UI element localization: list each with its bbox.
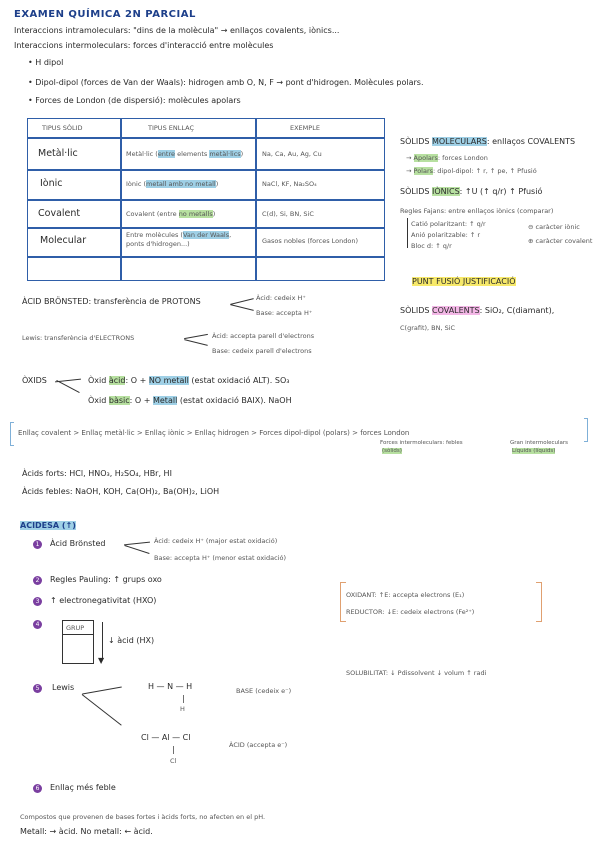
acids-forts: Àcids forts: HCl, HNO₃, H₂SO₄, HBr, HI — [22, 469, 172, 478]
punt-fusio-heading: PUNT FUSIÓ JUSTIFICACIÓ — [412, 277, 516, 286]
polars-line: → Polars: dipol-dipol: ↑ r, ↑ pe, ↑ Pfusió — [406, 167, 537, 175]
acidesa-item-2: Regles Pauling: ↑ grups oxo — [50, 575, 162, 584]
apolars-line: → Apolars: forces London — [406, 154, 488, 162]
lewis-acid-cl: Cl — [170, 757, 177, 765]
acidesa-item-4: ↓ àcid (HX) — [108, 636, 155, 645]
number-badge-6: 6 — [33, 784, 42, 793]
bronsted-acid: Àcid: cedeix H⁺ — [256, 294, 306, 302]
table-header-tipus-solid: TIPUS SÒLID — [42, 124, 83, 132]
intro-line-2: Interaccions intermoleculars: forces d'interacció entre molècules — [14, 41, 274, 50]
acidesa-item-1-acid: Àcid: cedeix H⁺ (major estat oxidació) — [154, 537, 278, 545]
lewis-base-label: BASE (cedeix e⁻) — [236, 687, 292, 695]
intro-bullet-3: • Forces de London (de dispersió): molècules apolars — [28, 96, 241, 105]
footer-line-2: Metall: → àcid. No metall: ← àcid. — [20, 827, 153, 836]
lewis-acid-label: ÀCID (accepta e⁻) — [229, 741, 288, 749]
order-sub-2a: Gran intermoleculars — [510, 440, 569, 446]
number-badge-2: 2 — [33, 576, 42, 585]
fajans-item-3: Bloc d: ↑ q/r — [411, 242, 452, 250]
redox-bracket-right — [536, 582, 542, 622]
fajans-item-2: Anió polaritzable: ↑ r — [411, 231, 481, 239]
intro-line-1: Interaccions intramoleculars: "dins de la molècula" → enllaços covalents, iònics... — [14, 26, 340, 35]
lewis-acid-molecule: Cl — Al — Cl — [141, 733, 191, 742]
fajans-result-2: ⊕ caràcter covalent — [528, 237, 593, 245]
table-cell-enllac: Iònic (metall amb no metall) — [126, 180, 219, 188]
table-cell-exemple: NaCl, KF, Na₂SO₄ — [262, 180, 317, 188]
table-cell-exemple: Na, Ca, Au, Ag, Cu — [262, 150, 322, 158]
acidesa-item-6: Enllaç més feble — [50, 783, 116, 792]
group-box — [62, 620, 94, 664]
down-arrow-head: ▼ — [98, 656, 105, 665]
order-sub-2b: Líquids (líquids) — [512, 448, 556, 454]
bronsted-base: Base: accepta H⁺ — [256, 309, 313, 317]
fajans-bracket — [407, 218, 408, 248]
solid-types-table — [27, 118, 385, 281]
table-header-exemple: EXEMPLE — [290, 124, 320, 132]
table-cell-enllac: Metàl·lic (entre elements metàl·lics) — [126, 150, 244, 158]
table-cell-exemple: Gasos nobles (forces London) — [262, 237, 359, 245]
oxid-basic: Òxid bàsic: O + Metall (estat oxidació BAIX). NaOH — [88, 396, 292, 405]
acidesa-item-1: Àcid Brönsted — [50, 539, 106, 548]
solids-ionics: SÒLIDS IÒNICS: ↑U (↑ q/r) ↑ Pfusió — [400, 187, 543, 196]
solids-moleculars: SÒLIDS MOLECULARS: enllaços COVALENTS — [400, 137, 576, 146]
redox-reductor: REDUCTOR: ↓E: cedeix electrons (Fe²⁺) — [346, 608, 475, 616]
oxids-label: ÒXIDS — [22, 376, 47, 385]
intro-bullet-2: • Dipol-dipol (forces de Van der Waals): hidrogen amb O, N, F → pont d'hidrogen. Molècules polars. — [28, 78, 424, 87]
lewis-base-molecule: H — N — H — [148, 682, 193, 691]
fajans-result-1: ⊖ caràcter iònic — [528, 223, 580, 231]
acidesa-item-1-base: Base: accepta H⁺ (menor estat oxidació) — [154, 554, 286, 562]
lewis-acid: Àcid: accepta parell d'electrons — [212, 332, 315, 340]
order-bracket-right — [584, 418, 588, 442]
enllacos-order: Enllaç covalent > Enllaç metàl·lic > Enllaç iònic > Enllaç hidrogen > Forces dipol-dipol (polars) > forces London — [18, 429, 410, 437]
solubilitat: SOLUBILITAT: ↓ Pdissolvent ↓ volum ↑ radi — [346, 669, 487, 677]
table-cell-enllac: Covalent (entre no metalls) — [126, 210, 216, 218]
intro-bullet-1: • H dipol — [28, 58, 64, 67]
bronsted-label: ÀCID BRÖNSTED: transferència de PROTONS — [22, 297, 201, 306]
table-cell-enllac: Entre molècules (Van der Waals, ponts d'hidrogen...) — [126, 231, 232, 248]
number-badge-3: 3 — [33, 597, 42, 606]
page-title: EXAMEN QUÍMICA 2N PARCIAL — [14, 9, 196, 20]
table-header-tipus-enllac: TIPUS ENLLAÇ — [148, 124, 194, 132]
lewis-label: Lewis: transferència d'ELECTRONS — [22, 334, 135, 342]
number-badge-4: 4 — [33, 620, 42, 629]
lewis-base-h: H — [180, 705, 185, 713]
redox-oxidant: OXIDANT: ↑E: accepta electrons (E₁) — [346, 591, 465, 599]
acidesa-item-5: Lewis — [52, 683, 75, 692]
table-cell-tipus: Metàl·lic — [38, 148, 78, 159]
oxid-acid: Òxid àcid: O + NO metall (estat oxidació ALT). SO₃ — [88, 376, 290, 385]
table-cell-exemple: C(d), Si, BN, SiC — [262, 210, 314, 218]
group-box-label: GRUP — [66, 624, 85, 632]
order-sub-1b: (sòlids) — [382, 448, 402, 454]
fajans-rules: Regles Fajans: entre enllaços iònics (comparar) — [400, 207, 554, 215]
acids-febles: Àcids febles: NaOH, KOH, Ca(OH)₂, Ba(OH)₂, LiOH — [22, 487, 220, 496]
fajans-item-1: Catió polaritzant: ↑ q/r — [411, 220, 486, 228]
solids-covalents-line-2: C(grafit), BN, SiC — [400, 324, 456, 332]
number-badge-5: 5 — [33, 684, 42, 693]
lewis-base: Base: cedeix parell d'electrons — [212, 347, 312, 355]
acidesa-title: ACIDESA (↑) — [20, 521, 76, 530]
table-cell-tipus: Molecular — [40, 235, 87, 246]
solids-covalents: SÒLIDS COVALENTS: SiO₂, C(diamant), — [400, 306, 555, 315]
footer-line-1: Compostos que provenen de bases fortes i àcids forts, no afecten en el pH. — [20, 813, 266, 821]
order-sub-1a: Forces intermoleculars: febles — [380, 440, 463, 446]
table-cell-tipus: Covalent — [38, 208, 81, 219]
number-badge-1: 1 — [33, 540, 42, 549]
order-bracket-left — [10, 422, 14, 446]
down-arrow — [102, 622, 103, 660]
table-cell-tipus: Iònic — [40, 178, 63, 189]
acidesa-item-3: ↑ electronegativitat (HXO) — [50, 596, 157, 605]
